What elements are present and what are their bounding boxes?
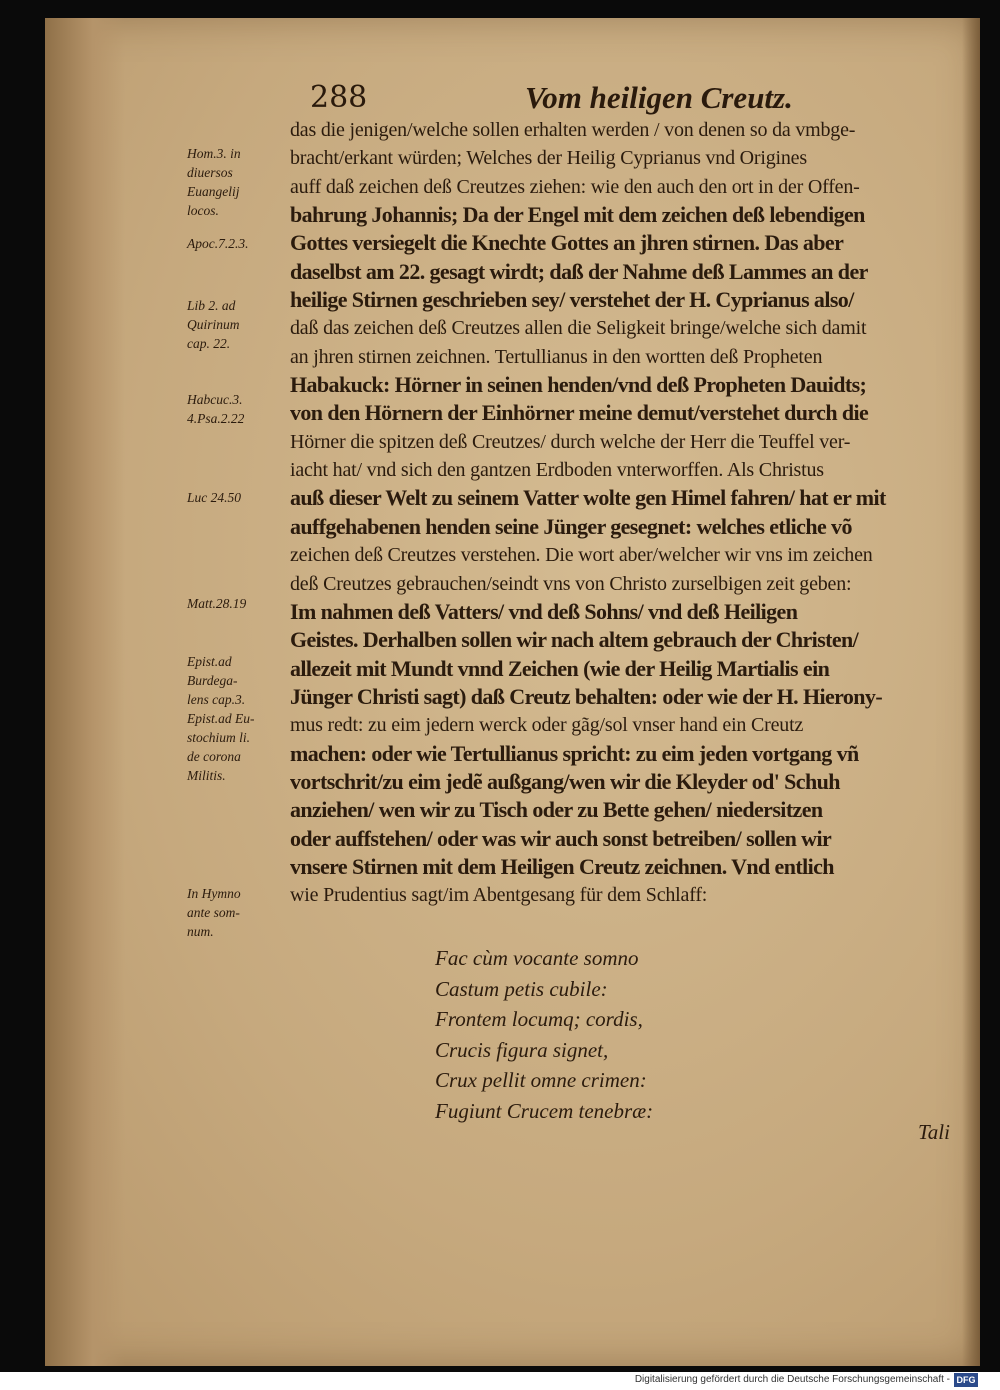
body-line: Habakuck: Hörner in seinen henden/vnd deß Propheten Dauidts;	[290, 372, 867, 398]
margin-note	[187, 296, 287, 353]
body-line: auff daß zeichen deß Creutzes ziehen: wie den auch den ort in der Offen-	[290, 175, 860, 198]
body-line: wie Prudentius sagt/im Abentgesang für dem Schlaff:	[290, 884, 708, 907]
body-line: daß das zeichen deß Creutzes allen die Seligkeit bringe/welche sich damit	[290, 317, 867, 340]
margin-note-line: Euangelij	[187, 184, 240, 199]
margin-note-line: Epist.ad Eu-	[187, 711, 255, 726]
margin-note	[187, 144, 287, 220]
margin-note-line: num.	[187, 924, 214, 939]
page-gutter	[45, 18, 125, 1366]
body-line: mus redt: zu eim jedern werck oder gãg/sol vnser hand ein Creutz	[290, 714, 804, 737]
funding-credit: Digitalisierung gefördert durch die Deutsche Forschungsgemeinschaft -	[634, 1374, 950, 1385]
margin-note-line: cap. 22.	[187, 336, 231, 351]
margin-note-line: locos.	[187, 203, 219, 218]
body-line: an jhren stirnen zeichnen. Tertullianus in den wortten deß Propheten	[290, 345, 823, 368]
margin-note-line: Militis.	[187, 768, 226, 783]
body-line: vnsere Stirnen mit dem Heiligen Creutz zeichnen. Vnd entlich	[290, 853, 834, 879]
margin-note-line: Epist.ad	[187, 654, 232, 669]
body-line: allezeit mit Mundt vnnd Zeichen (wie der Heilig Martialis ein	[290, 655, 830, 681]
page-number: 288	[310, 80, 368, 115]
margin-note	[187, 488, 287, 507]
body-line: Im nahmen deß Vatters/ vnd deß Sohns/ vnd deß Heiligen	[290, 598, 798, 624]
hymn-line: Crux pellit omne crimen:	[435, 1068, 647, 1092]
body-line: von den Hörnern der Einhörner meine demut/verstehet durch die	[290, 400, 869, 426]
margin-note-line: Apoc.7.2.3.	[187, 236, 249, 251]
body-line: bracht/erkant würden; Welches der Heilig Cyprianus vnd Origines	[290, 147, 807, 170]
running-title: Vom heiligen Creutz.	[525, 80, 793, 115]
body-text	[290, 116, 980, 910]
body-line: das die jenigen/welche sollen erhalten werden / von denen so da vmbge-	[290, 119, 856, 141]
margin-note-line: stochium li.	[187, 730, 250, 745]
dfg-logo: DFG	[954, 1373, 978, 1387]
body-line: auß dieser Welt zu seinem Vatter wolte gen Himel fahren/ hat er mit	[290, 485, 886, 511]
body-line: machen: oder wie Tertullianus spricht: zu eim jeden vortgang vñ	[290, 740, 859, 766]
body-line: heilige Stirnen geschrieben sey/ verstehet der H. Cyprianus also/	[290, 287, 854, 313]
body-line: Geistes. Derhalben sollen wir nach altem gebrauch der Christen/	[290, 627, 859, 653]
margin-note-line: Matt.28.19	[187, 596, 247, 611]
body-line: Hörner die spitzen deß Creutzes/ durch welche der Herr die Teuffel ver-	[290, 430, 851, 453]
margin-note-line: Burdega-	[187, 673, 238, 688]
margin-note	[187, 594, 287, 613]
margin-note-line: 4.Psa.2.22	[187, 411, 245, 426]
body-line: iacht hat/ vnd sich den gantzen Erdboden vnterworffen. Als Christus	[290, 459, 824, 482]
margin-note-line: Lib 2. ad	[187, 298, 236, 313]
body-line: bahrung Johannis; Da der Engel mit dem zeichen deß lebendigen	[290, 202, 865, 228]
hymn-line: Frontem locumq; cordis,	[435, 1007, 643, 1031]
body-line: deß Creutzes gebrauchen/seindt vns von Christo zurselbigen zeit geben:	[290, 572, 852, 595]
margin-note-line: Luc 24.50	[187, 490, 241, 505]
margin-note-line: Quirinum	[187, 317, 240, 332]
body-line: zeichen deß Creutzes verstehen. Die wort aber/welcher wir vns im zeichen	[290, 544, 873, 567]
page-header	[310, 80, 810, 120]
hymn-line: Fac cùm vocante somno	[435, 946, 639, 970]
body-line: oder auffstehen/ oder was wir auch sonst betreiben/ sollen wir	[290, 825, 832, 851]
body-line: anziehen/ wen wir zu Tisch oder zu Bette gehen/ niedersitzen	[290, 797, 823, 823]
body-line: daselbst am 22. gesagt wirdt; daß der Nahme deß Lammes an der	[290, 258, 868, 284]
catchword: Tali	[918, 1120, 950, 1144]
hymn-line: Fugiunt Crucem tenebræ:	[435, 1098, 654, 1123]
margin-note-line: ante som-	[187, 905, 240, 920]
margin-note	[187, 234, 287, 253]
footer-bar	[0, 1372, 1000, 1390]
margin-note-line: lens cap.3.	[187, 692, 246, 707]
margin-note-line: de corona	[187, 749, 241, 764]
latin-hymn	[435, 943, 835, 1126]
hymn-line: Castum petis cubile:	[435, 976, 608, 1001]
margin-note-line: Habcuc.3.	[187, 392, 243, 407]
margin-note	[187, 390, 287, 428]
margin-note-line: In Hymno	[187, 886, 241, 901]
margin-note	[187, 884, 287, 941]
margin-note-line: diuersos	[187, 165, 233, 180]
hymn-line: Crucis figura signet,	[435, 1037, 609, 1062]
body-line: Jünger Christi sagt) daß Creutz behalten: oder wie der H. Hierony-	[290, 683, 883, 709]
margin-note	[187, 652, 287, 785]
body-line: auffgehabenen henden seine Jünger gesegnet: welches etliche võ	[290, 513, 852, 539]
margin-note-line: Hom.3. in	[187, 146, 241, 161]
body-line: Gottes versiegelt die Knechte Gottes an jhren stirnen. Das aber	[290, 230, 844, 256]
body-line: vortschrit/zu eim jedẽ außgang/wen wir die Kleyder od' Schuh	[290, 768, 840, 794]
